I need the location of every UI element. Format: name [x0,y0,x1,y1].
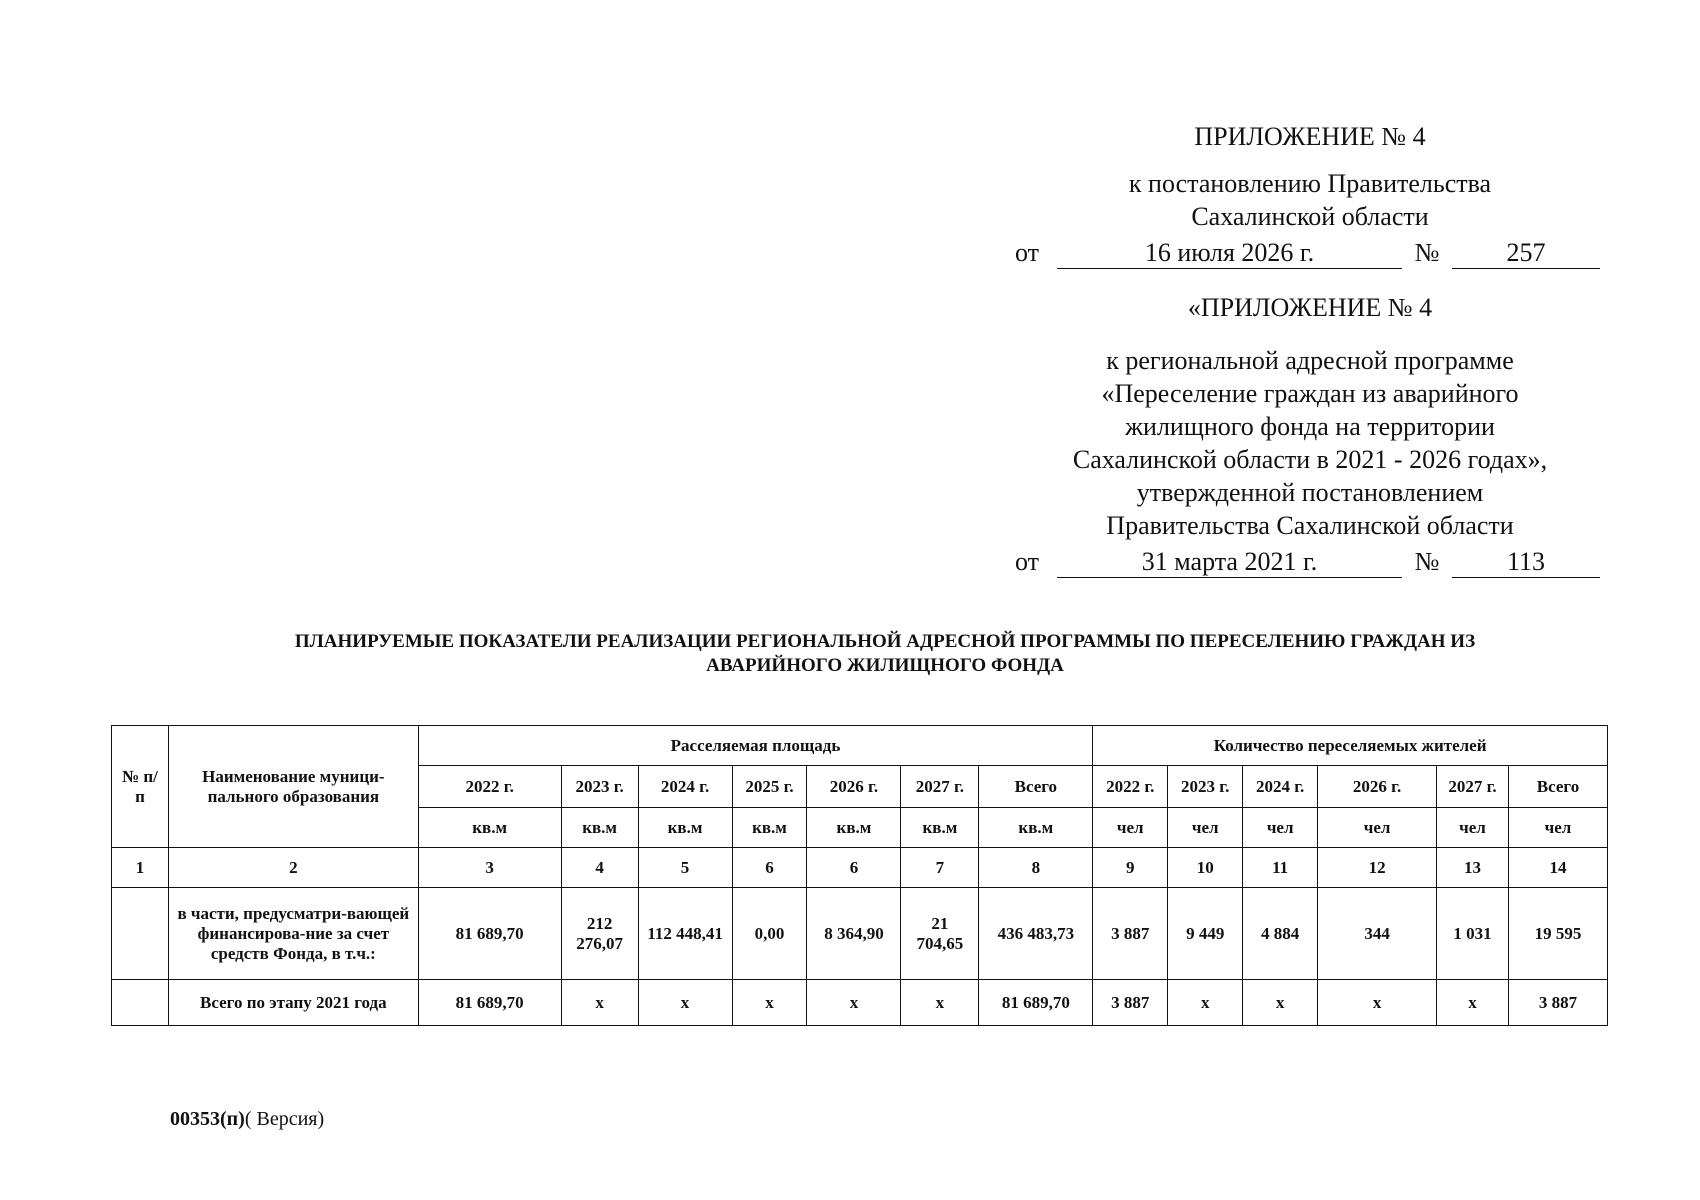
resolution-date: 16 июля 2026 г. [1057,238,1402,269]
number-prefix: № [1414,238,1440,267]
program-line: Правительства Сахалинской области [1106,511,1514,540]
column-index: 8 [979,848,1093,888]
area-unit: кв.м [418,808,561,848]
column-index: 7 [901,848,979,888]
date2-prefix: от [1015,547,1040,576]
people-unit: чел [1318,808,1437,848]
header-row-groups [112,726,1608,766]
document-title-line-2: АВАРИЙНОГО ЖИЛИЩНОГО ФОНДА [706,655,1064,676]
column-index: 14 [1508,848,1607,888]
people-year-header: 2024 г. [1243,766,1318,808]
column-index: 12 [1318,848,1437,888]
area-cell: 0,00 [732,888,807,980]
column-index: 6 [807,848,901,888]
group-header-people: Количество переселяемых жителей [1093,726,1608,766]
people-cell: 4 884 [1243,888,1318,980]
column-index-row [112,848,1608,888]
area-cell: 212 276,07 [561,888,638,980]
people-total-cell: 19 595 [1508,888,1607,980]
appendix-to-line-1: к постановлению Правительства [1128,169,1492,198]
program-number: 113 [1452,547,1600,578]
appendix-block [1000,120,1620,578]
people-cell: 344 [1318,888,1437,980]
row-name: Всего по этапу 2021 года [168,980,418,1026]
appendix-heading: ПРИЛОЖЕНИЕ № 4 [1194,122,1426,151]
column-index: 1 [112,848,169,888]
area-cell: 21 704,65 [901,888,979,980]
people-cell: 3 887 [1093,888,1168,980]
area-cell: x [807,980,901,1026]
area-cell: x [638,980,732,1026]
area-total-header: Всего [979,766,1093,808]
column-index: 2 [168,848,418,888]
appendix-heading-2: «ПРИЛОЖЕНИЕ № 4 [1187,293,1433,322]
area-cell: 112 448,41 [638,888,732,980]
people-unit: чел [1243,808,1318,848]
program-line: «Переселение граждан из аварийного [1101,379,1519,408]
area-year-header: 2026 г. [807,766,901,808]
column-index: 3 [418,848,561,888]
program-line: к региональной адресной программе [1106,346,1514,375]
area-cell: 8 364,90 [807,888,901,980]
appendix-to-line-2: Сахалинской области [1191,202,1429,231]
area-year-header: 2024 г. [638,766,732,808]
people-cell: 1 031 [1437,888,1509,980]
area-year-header: 2022 г. [418,766,561,808]
area-year-header: 2025 г. [732,766,807,808]
people-cell: 9 449 [1168,888,1243,980]
document-title [170,630,1600,678]
people-cell: x [1168,980,1243,1026]
row-name: в части, предусматри-вающей финансирова-ние за счет средств Фонда, в т.ч.: [168,888,418,980]
column-index: 6 [732,848,807,888]
area-total-cell: 436 483,73 [979,888,1093,980]
column-index: 4 [561,848,638,888]
column-index: 13 [1437,848,1509,888]
people-year-header: 2023 г. [1168,766,1243,808]
people-year-header: 2026 г. [1318,766,1437,808]
column-index: 11 [1243,848,1318,888]
document-code [170,1108,324,1131]
resolution-number: 257 [1452,238,1600,269]
program-line: утвержденной постановлением [1136,478,1484,507]
area-unit: кв.м [979,808,1093,848]
people-cell: x [1318,980,1437,1026]
row-number [112,888,169,980]
area-total-cell: 81 689,70 [979,980,1093,1026]
program-date: 31 марта 2021 г. [1057,547,1402,578]
area-cell: 81 689,70 [418,980,561,1026]
people-total-header: Всего [1508,766,1607,808]
column-index: 5 [638,848,732,888]
people-year-header: 2027 г. [1437,766,1509,808]
document-version: ( Версия) [244,1108,325,1130]
area-unit: кв.м [732,808,807,848]
area-unit: кв.м [561,808,638,848]
people-cell: x [1243,980,1318,1026]
people-unit: чел [1093,808,1168,848]
people-unit: чел [1437,808,1509,848]
row-number [112,980,169,1026]
document-title-line-1: ПЛАНИРУЕМЫЕ ПОКАЗАТЕЛИ РЕАЛИЗАЦИИ РЕГИОНАЛЬНОЙ АДРЕСНОЙ ПРОГРАММЫ ПО ПЕРЕСЕЛЕНИЮ ГРАЖДАН ИЗ [294,631,1476,652]
area-cell: 81 689,70 [418,888,561,980]
col-header-number: № п/п [112,726,169,848]
people-year-header: 2022 г. [1093,766,1168,808]
people-total-cell: 3 887 [1508,980,1607,1026]
area-cell: x [561,980,638,1026]
date-prefix: от [1015,238,1040,267]
people-cell: 3 887 [1093,980,1168,1026]
indicators-table [111,725,1608,1026]
people-unit: чел [1168,808,1243,848]
area-year-header: 2027 г. [901,766,979,808]
group-header-area: Расселяемая площадь [418,726,1093,766]
program-line: жилищного фонда на территории [1125,412,1495,441]
col-header-name: Наименование муници-пального образования [168,726,418,848]
area-cell: x [901,980,979,1026]
area-cell: x [732,980,807,1026]
table-row [112,888,1608,980]
column-index: 10 [1168,848,1243,888]
people-cell: x [1437,980,1509,1026]
area-unit: кв.м [901,808,979,848]
area-unit: кв.м [807,808,901,848]
program-date-line [1015,542,1620,578]
column-index: 9 [1093,848,1168,888]
appendix-date-line [1015,233,1620,269]
document-code-number: 00353(п) [170,1108,245,1130]
program-line: Сахалинской области в 2021 - 2026 годах», [1072,445,1548,474]
area-unit: кв.м [638,808,732,848]
area-year-header: 2023 г. [561,766,638,808]
people-unit: чел [1508,808,1607,848]
table-row [112,980,1608,1026]
number2-prefix: № [1414,547,1440,576]
